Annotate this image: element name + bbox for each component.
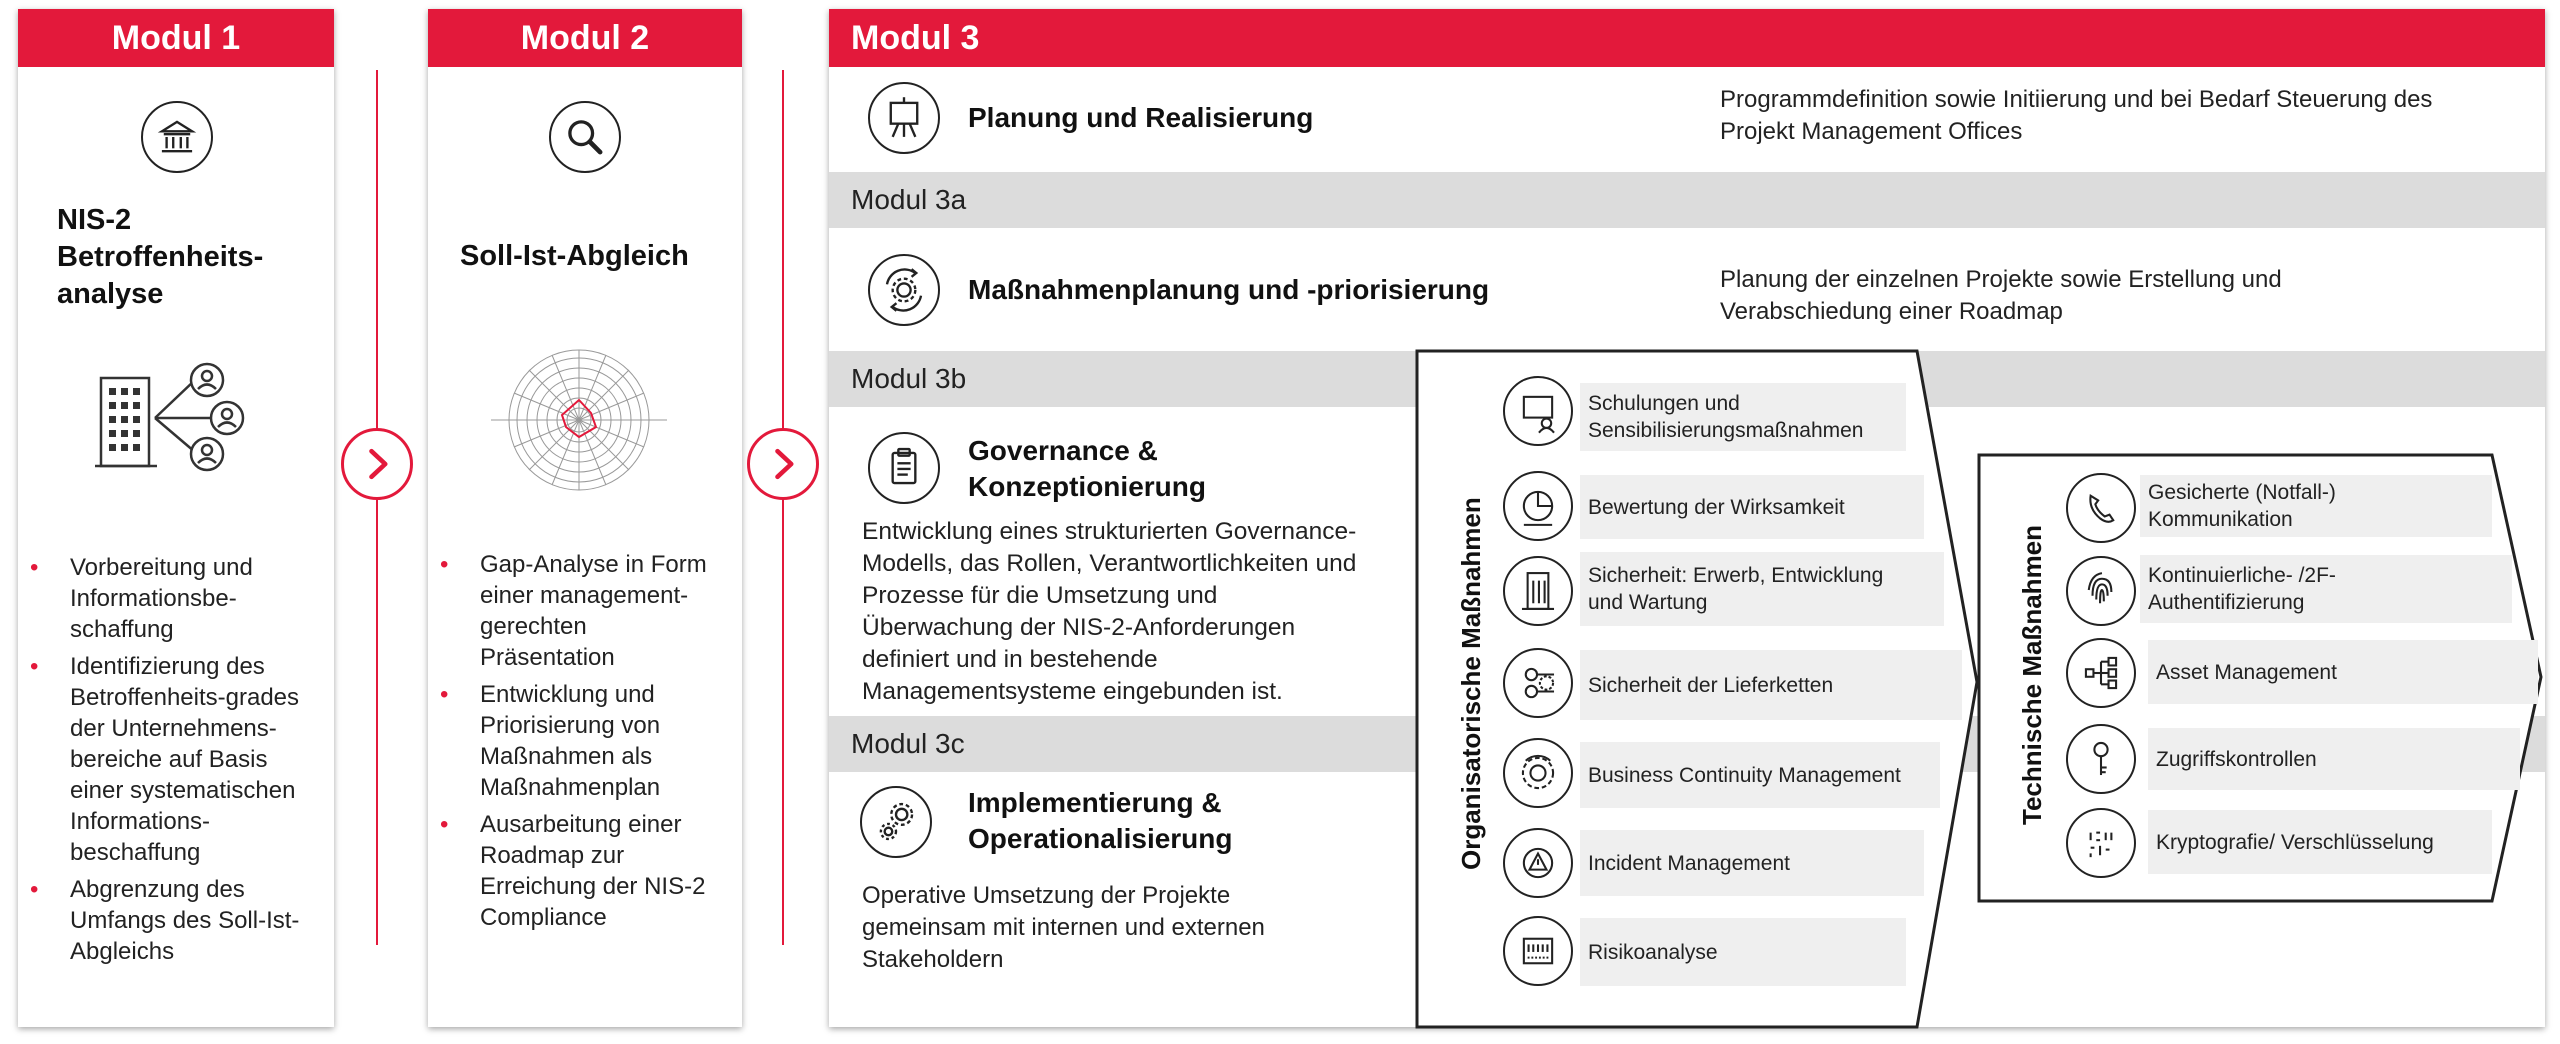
tech-item-label: Gesicherte (Notfall-) (2148, 481, 2336, 504)
modul1-bullets (20, 552, 330, 973)
hierarchy-icon (2066, 638, 2136, 708)
magnifier-icon (549, 101, 621, 173)
risk-meter-icon (1503, 916, 1573, 986)
planung-desc: Programmdefinition sowie Initiierung und bei Bedarf Steuerung des Projekt Management Offices (1720, 86, 2433, 145)
divider-line (376, 70, 378, 945)
org-item-label: Sicherheit der Lieferketten (1588, 673, 1834, 697)
presentation-easel-icon (868, 82, 940, 154)
modul2-title: Soll-Ist-Abgleich (460, 240, 689, 272)
tech-item (2148, 640, 2538, 704)
tech-item-label: Asset Management (2156, 660, 2337, 684)
clipboard-icon (868, 432, 940, 504)
org-item (1580, 650, 1962, 720)
m3b-desc: Entwicklung eines strukturierten Governance- Modells, das Rollen, Verantwortlichkeiten und Prozesse für die Umsetzung und Überwachung der NIS-2-Anforderungen definiert und in bestehende Managementsysteme eingebunden ist. (862, 518, 1357, 705)
tech-item-label: Kommunikation (2148, 508, 2293, 531)
radar-chart-icon (486, 345, 672, 495)
planung-title: Planung und Realisierung (968, 102, 1314, 133)
list-item: • Vorbereitung und Informationsbe- schaffung (20, 552, 330, 645)
binary-icon (2066, 808, 2136, 878)
org-item-label: Incident Management (1588, 851, 1790, 875)
m3b-title: Governance & Konzeptionierung (968, 435, 1206, 502)
chevron-right-icon (747, 428, 819, 500)
phone-icon (2066, 473, 2136, 543)
modul1-header: Modul 1 (18, 9, 334, 67)
list-item: • Abgrenzung des Umfangs des Soll-Ist- Abgleichs (20, 874, 330, 967)
modul3c-band: Modul 3c (829, 716, 2545, 772)
cycle-gear-icon (868, 254, 940, 326)
tech-item-label: Kryptografie/ Verschlüsselung (2156, 830, 2434, 854)
m3a-desc: Planung der einzelnen Projekte sowie Erstellung und Verabschiedung einer Roadmap (1720, 266, 2282, 325)
chevron-right-icon (341, 428, 413, 500)
modul2-bullets (430, 549, 740, 939)
org-item-label: Sicherheit: Erwerb, Entwicklung (1588, 564, 1884, 587)
list-item: • Entwicklung und Priorisierung von Maßnahmen als Maßnahmenplan (430, 679, 740, 803)
org-item (1580, 918, 1906, 986)
m3a-title: Maßnahmenplanung und -priorisierung (968, 274, 1490, 305)
org-item-label: und Wartung (1588, 591, 1708, 614)
org-item-label: Schulungen und (1588, 392, 1740, 415)
supply-chain-icon (1503, 648, 1573, 718)
m3c-desc: Operative Umsetzung der Projekte gemeinsam mit internen und externen Stakeholdern (862, 882, 1265, 973)
list-item: • Identifizierung des Betroffenheits-grades der Unternehmens- bereiche auf Basis einer systematischen Informations- beschaffung (20, 651, 330, 868)
list-item: • Ausarbeitung einer Roadmap zur Erreichung der NIS-2 Compliance (430, 809, 740, 933)
bank-icon (141, 101, 213, 173)
org-item-label: Business Continuity Management (1588, 763, 1901, 787)
pie-chart-icon (1503, 471, 1573, 541)
continuity-gear-icon (1503, 738, 1573, 808)
org-item (1580, 742, 1940, 808)
training-icon (1503, 376, 1573, 446)
divider-line (782, 70, 784, 945)
modul1-title: NIS-2 Betroffenheits- analyse (57, 204, 264, 310)
m3c-title: Implementierung & Operationalisierung (968, 787, 1233, 854)
modul3b-band: Modul 3b (829, 351, 2545, 407)
modul3a-band: Modul 3a (829, 172, 2545, 228)
list-item: • Gap-Analyse in Form einer management- gerechten Präsentation (430, 549, 740, 673)
org-item-label: Risikoanalyse (1588, 940, 1718, 964)
tech-item-label: Kontinuierliche- /2F- (2148, 564, 2336, 587)
alert-icon (1503, 828, 1573, 898)
tech-item-label: Zugriffskontrollen (2156, 747, 2317, 771)
org-item (1580, 475, 1924, 539)
tech-label: Technische Maßnahmen (2017, 524, 2047, 825)
org-item (1580, 830, 1924, 896)
key-icon (2066, 724, 2136, 794)
modul3-header: Modul 3 (829, 9, 2545, 67)
org-item-label: Bewertung der Wirksamkeit (1588, 495, 1845, 519)
org-item-label: Sensibilisierungsmaßnahmen (1588, 419, 1864, 442)
building-icon (1503, 556, 1573, 626)
gears-icon (860, 786, 932, 858)
tech-item (2148, 728, 2520, 790)
building-people-network-icon (95, 358, 255, 473)
tech-item (2140, 555, 2512, 623)
tech-item (2148, 810, 2492, 874)
org-item (1580, 552, 1944, 626)
org-label: Organisatorische Maßnahmen (1456, 497, 1486, 870)
org-item (1580, 383, 1906, 451)
fingerprint-icon (2066, 556, 2136, 626)
tech-item (2140, 475, 2492, 537)
modul2-header: Modul 2 (428, 9, 742, 67)
tech-item-label: Authentifizierung (2148, 591, 2305, 614)
